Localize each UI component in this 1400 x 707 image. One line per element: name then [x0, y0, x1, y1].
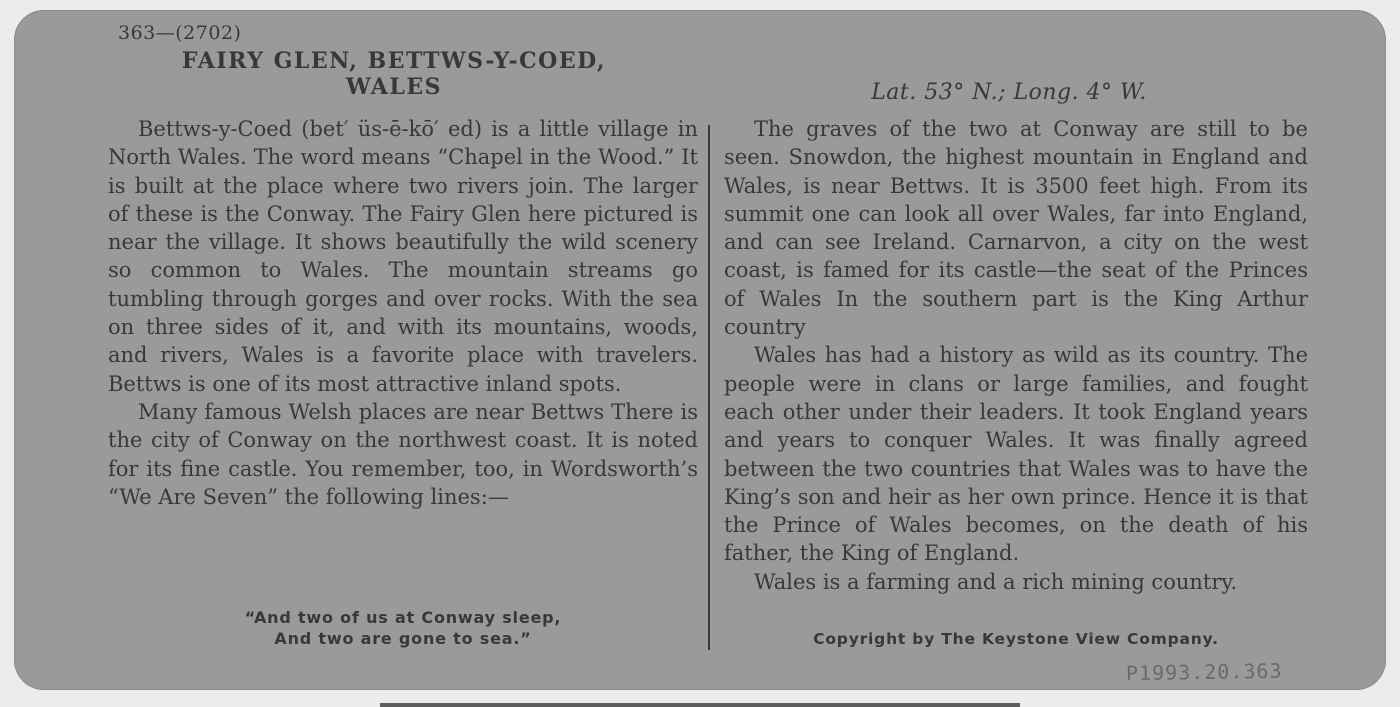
card-title-line2: WALES [346, 74, 442, 100]
column-divider [708, 125, 710, 650]
quote-line: “And two of us at Conway sleep, [244, 608, 562, 627]
card-number: 363—(2702) [118, 22, 242, 44]
accession-number: P1993.20.363 [1125, 658, 1283, 686]
paragraph: Many famous Welsh places are near Bettws There is the city of Conway on the northwest coast. It is noted for its fine castle. You remember, too, in Wordsworth’s “We Are Seven” the following lines:— [108, 399, 698, 509]
card-title-line1: FAIRY GLEN, BETTWS-Y-COED, [181, 48, 607, 74]
paragraph: Bettws-y-Coed (bet′ üs-ē-kō′ ed) is a little village in North Wales. The word means “Chapel in the Wood.” It is built at the place where two rivers join. The larger of these is the Conway. The Fairy Glen here pictured is near the village. It shows beautifully the wild scenery so common to Wales. The mountain streams go tumbling through gorges and over rocks. With the sea on three sides of it, and with its mountains, woods, and rivers, Wales is a favorite place with travelers. Bettws is one of its most attractive inland spots. [108, 117, 698, 396]
paragraph: Wales is a farming and a rich mining country. [754, 569, 1238, 594]
left-text-column [108, 115, 698, 511]
right-text-column [724, 115, 1308, 596]
card-title [134, 48, 654, 100]
copyright-notice: Copyright by The Keystone View Company. [813, 630, 1219, 648]
quote-line: And two are gone to sea.” [274, 629, 532, 648]
photo-edge-strip [380, 703, 1020, 707]
paragraph: Wales has had a history as wild as its country. The people were in clans or large families, and fought each other under their leaders. It took England years and years to conquer Wales. It was finally agreed between the two countries that Wales was to have the King’s son and heir as her own prince. Hence it is that the Prince of Wales becomes, on the death of his father, the King of England. [724, 343, 1308, 566]
stereoview-card-back [14, 10, 1386, 690]
poem-quote [108, 607, 698, 649]
coordinates: Lat. 53° N.; Long. 4° W. [871, 80, 1147, 105]
paragraph: The graves of the two at Conway are still to be seen. Snowdon, the highest mountain in England and Wales, is near Bettws. It is 3500 feet high. From its summit one can look all over Wales, far into England, and can see Ireland. Carnarvon, a city on the west coast, is famed for its castle—the seat of the Princes of Wales In the southern part is the King Arthur country [724, 117, 1308, 340]
